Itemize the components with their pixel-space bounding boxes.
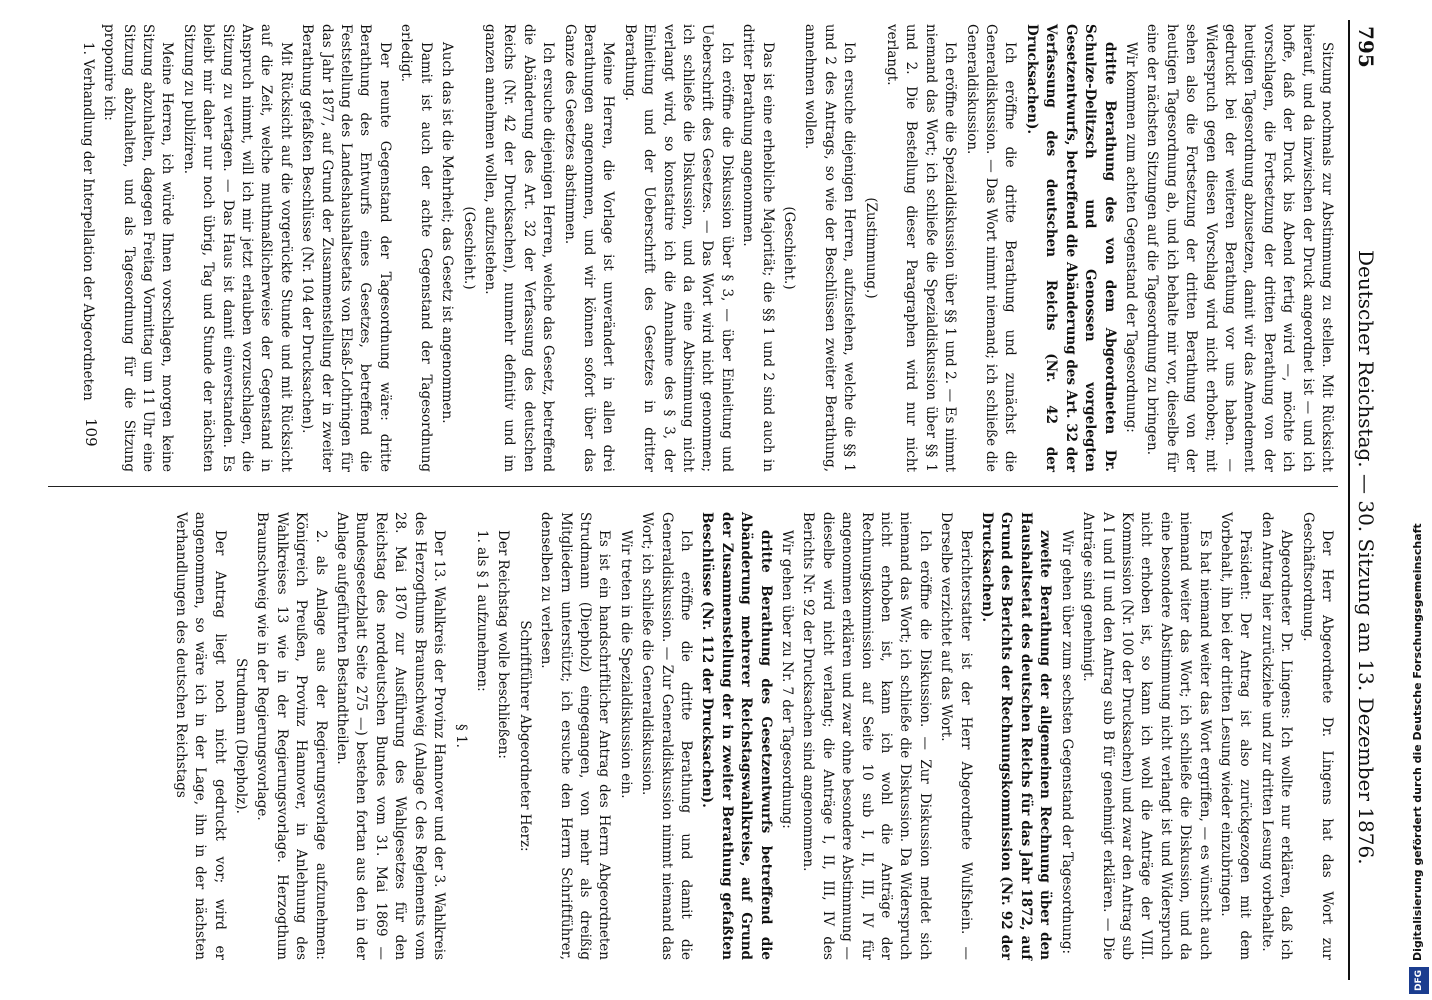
- paragraph: Ich ersuche diejenigen Herren, welche das Gesetz, betreffend die Abänderung des Art. 32 der Verfassung des deutschen Reichs (Nr. 42 der Drucksachen), nunmehr definitiv und im ganzen annehmen wollen, aufzustehen.: [481, 24, 557, 472]
- paragraph: Wir kommen zum achten Gegenstand der Tagesordnung:: [1122, 42, 1139, 433]
- paragraph: Wir treten in die Spezialdiskussion ein.: [617, 530, 634, 799]
- paragraph: Meine Herren, die Vorlage ist unverändert in allen drei Berathungen angenommen, und wir können sofort über das Ganze des Gesetzes abstimmen.: [561, 24, 617, 472]
- paragraph: Meine Herren, ich würde Ihnen vorschlagen, morgen keine Sitzung abzuhalten, dagegen Freitag Vormittag um 11 Uhr eine Sitzung abzuhalten, und als Tagesordnung für die Sitzung proponire ich:: [101, 24, 176, 472]
- paragraph: Ich eröffne die dritte Berathung und zunächst die Generaldiskussion. — Das Wort nimmt niemand; ich schließe die Generaldiskussion.: [963, 24, 1019, 472]
- paragraph: Der 13. Wahlkreis der Provinz Hannover und der 3. Wahlkreis des Herzogthums Braunschweig (Anlage C des Reglements vom 28. Mai 1870 zur Ausführung des Wahlgesetzes für den Reichstag des norddeutschen Bundes vom 31. Mai 1869 — Bundesgesetzblatt Seite 275 —) bestehen fortan aus den in der Anlage aufgeführten Bestandtheilen.: [334, 512, 448, 960]
- paragraph: Der Herr Abgeordnete Dr. Lingens hat das Wort zur Geschäftsordnung.: [1299, 512, 1335, 960]
- column-first: [75, 24, 1336, 472]
- header-title: Deutscher Reichstag. — 30. Sitzung am 13. Dezember 1876.: [1354, 250, 1378, 865]
- agenda-item-heading: zweite Berathung der allgemeinen Rechnung über den Haushaltsetat des deutschen Reichs für das Jahr 1872, auf Grund des Berichts der Rechnungskommission (Nr. 92 der Drucksachen).: [979, 512, 1054, 960]
- paragraph: 1. als § 1 aufzunehmen:: [473, 530, 490, 692]
- interjection: (Geschieht.): [781, 206, 798, 290]
- paragraph: Berichterstatter ist der Herr Abgeordnete Wulfshein. — Derselbe verzichtet auf das Wort.: [938, 512, 974, 960]
- signature: Strudmann (Diepholz).: [233, 658, 250, 814]
- paragraph: Ich eröffne die Diskussion über § 3, — über Einleitung und Ueberschrift des Gesetzes. — Das Wort wird nicht genommen; ich schließe die Diskussion, und da eine Abstimmung nicht verlangt wird, so konstatire ich die Annahme des § 3, der Einleitung und der Ueberschrift des Gesetzes in dritter Berathung.: [621, 24, 735, 472]
- speaker-heading: Schriftführer Abgeordneter Herz:: [516, 620, 533, 852]
- paragraph: Wir gehen über zum sechsten Gegenstand der Tagesordnung:: [1058, 530, 1075, 955]
- paragraph: Sitzung nochmals zur Abstimmung zu stellen. Mit Rücksicht hierauf, und da inzwischen der Druck angeordnet ist — und ich hoffe, daß der Druck bis Abend fertig wird —, möchte ich vorschlagen, die Fortsetzung der dritten Berathung von der heutigen Tagesordnung abzusetzen, damit wir das Amendement gedruckt bei der weiteren Berathung vor uns haben. — Widerspruch gegen diesen Vorschlag wird nicht erhoben; mit sehen also die Fortsetzung der dritten Berathung von der heutigen Tagesordnung ab, und ich behalte mir vor, dieselbe für eine der nächsten Sitzungen auf die Tagesordnung zu bringen.: [1144, 24, 1335, 472]
- dfg-logo: DFG: [1409, 967, 1429, 994]
- paragraph: Auch das ist die Mehrheit; das Gesetz ist angenommen.: [439, 42, 456, 424]
- paragraph: Ich eröffne die dritte Berathung und damit die Generaldiskussion. — Zur Generaldiskussion nimmt niemand das Wort; ich schließe die Generaldiskussion.: [639, 512, 694, 960]
- paragraph: 1. Verhandlung der Interpellation der Abgeordneten: [79, 42, 96, 401]
- paragraph: Es ist ein handschriftlicher Antrag des Herrn Abgeordneten Strudmann (Diepholz) eingegangen, von mehr als dreißig Mitgliedern unterstützt; ich ersuche den Herrn Schriftführer, denselben zu verlesen.: [538, 512, 613, 960]
- paragraph: Wir gehen über zu Nr. 7 der Tagesordnung:: [779, 530, 796, 829]
- paragraph: Der Antrag liegt noch nicht gedruckt vor; wird er angenommen, so wäre ich in der Lage, ihn in der nächsten Verhandlungen des deutschen Reichstags: [172, 512, 228, 960]
- header-page-number: 795: [1354, 26, 1378, 68]
- interjection: (Zustimmung.): [862, 197, 879, 299]
- paragraph: 2. als Anlage aus der Regierungsvorlage aufzunehmen: Königreich Preußen, Provinz Hannover, in Anlehnung des Wahlkreises 13 wie in der Regierungsvorlage. Herzogthum Braunschweig wie in der Regierungsvorlage.: [254, 512, 329, 960]
- paragraph: Mit Rücksicht auf die vorgerückte Stunde und mit Rücksicht auf die Zeit, welche muthmaßlicherweise der Gegenstand in Anspruch nimmt, will ich mir jetzt erlauben vorzuschlagen, die Sitzung zu vertagen. — Das Haus ist damit einverstanden. Es bleibt mir daher nur noch übrig, Tag und Stunde der nächsten Sitzung zu publiziren.: [180, 24, 294, 472]
- agenda-item-heading: dritte Berathung des Gesetzentwurfs betreffend die Abänderung mehrerer Reichstagswahlkreise, auf Grund der Zusammenstellung der in zweiter Berathung gefaßten Beschlüsse (Nr. 112 der Drucksachen).: [699, 512, 774, 960]
- paragraph: Abgeordneter Dr. Lingens: Ich wollte nur erklären, daß ich den Antrag hier zurückziehe und zur dritten Lesung vorbehalte.: [1258, 512, 1295, 960]
- side-credit-strip: [1408, 0, 1432, 1000]
- paragraph: Ich eröffne die Spezialdiskussion über §§ 1 und 2. — Es nimmt niemand das Wort; ich schließe die Spezialdiskussion über §§ 1 und 2. Die Bestellung dieser Paragraphen wird nur nicht verlangt.: [884, 24, 959, 472]
- paragraph: Das ist eine erhebliche Majorität; die §§ 1 und 2 sind auch in dritter Berathung angenommen.: [740, 24, 776, 472]
- section-heading: § 1.: [452, 724, 469, 748]
- column-second: [168, 512, 1336, 960]
- paragraph: Der neunte Gegenstand der Tagesordnung wäre: dritte Berathung des Entwurfs eines Gesetzes, betreffend die Feststellung des Landeshaushaltsetats von Elsaß-Lothringen für das Jahr 1877, auf Grund der Zusammenstellung der in zweiter Berathung gefaßten Beschlüsse (Nr. 104 der Drucksachen).: [299, 24, 393, 472]
- paragraph: Es hat niemand weiter das Wort ergriffen, — es wünscht auch niemand weiter das Wort; ich schließe die Diskussion, und da eine besondere Abstimmung nicht verlangt ist und Widerspruch nicht erhoben ist, so kann ich wohl die Anträge der VIII. Kommission (Nr. 100 der Drucksachen) und zwar den Antrag sub A I und II und den Antrag sub B für genehmigt erklären. — Die Anträge sind genehmigt.: [1080, 512, 1213, 960]
- paragraph: Ich eröffne die Diskussion. — Zur Diskussion meldet sich niemand das Wort; ich schließe die Diskussion. Da Widerspruch nicht erhoben ist, kann ich wohl die Anträge der Rechnungskommission auf Seite 10 sub I, II, III, IV für angenommen erklären und zwar ohne besondere Abstimmung — dieselbe wird nicht verlangt; die Anträge I, II, III, IV des Berichts Nr. 92 der Drucksachen sind angenommen.: [800, 512, 933, 960]
- footer-page-number: 109: [82, 418, 100, 447]
- paragraph: Präsident: Der Antrag ist also zurückgezogen mit dem Vorbehalt, ihn bei der dritten Lesung wieder einzubringen.: [1217, 512, 1254, 960]
- paragraph: Damit ist auch der achte Gegenstand der Tagesordnung erledigt.: [398, 24, 434, 472]
- agenda-item-heading: dritte Berathung des von dem Abgeordneten Dr. Schulze-Delitzsch und Genossen vorgelegten Gesetzentwurfs, betreffend die Abänderung des Art. 32 der Verfassung des deutschen Reichs (Nr. 42 der Drucksachen).: [1023, 24, 1118, 472]
- paragraph: Ich ersuche diejenigen Herren, aufzustehen, welche die §§ 1 und 2 des Antrags, so wie der Beschlüssen zweiter Berathung, annehmen wollen.: [802, 24, 858, 472]
- page-header: [1348, 20, 1382, 980]
- interjection: (Geschieht.): [460, 206, 477, 290]
- side-credit: [1408, 0, 1429, 1000]
- paragraph: Der Reichstag wolle beschließen:: [495, 530, 512, 759]
- side-credit-text: Digitalisierung gefördert durch die Deutsche Forschungsgemeinschaft: [1411, 523, 1424, 961]
- column-divider: [48, 486, 1338, 487]
